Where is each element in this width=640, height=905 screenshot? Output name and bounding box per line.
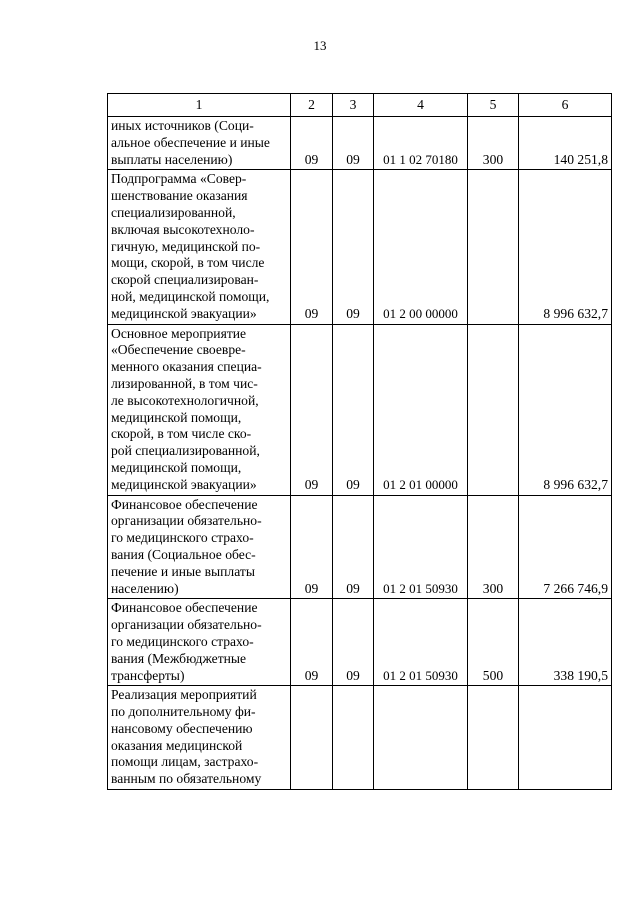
cell-section: 09 [333, 324, 374, 495]
cell-name-line: вания (Социальное обес- [111, 546, 256, 562]
cell-name-line: медицинской помощи, [111, 409, 242, 425]
cell-name [108, 686, 291, 790]
cell-name-line: шенствование оказания [111, 188, 248, 204]
cell-name [108, 495, 291, 599]
table-row [108, 599, 612, 686]
cell-section: 09 [333, 117, 374, 170]
cell-name-line: вания (Межбюджетные [111, 650, 247, 666]
cell-name-line: ле высокотехнологичной, [111, 392, 259, 408]
cell-type [468, 324, 519, 495]
cell-amount: 8 996 632,7 [519, 324, 612, 495]
header-row [108, 94, 612, 117]
cell-name [108, 324, 291, 495]
cell-name-line: Финансовое обеспечение [111, 496, 258, 512]
cell-name-line: медицинской эвакуации» [111, 305, 257, 321]
cell-name [108, 599, 291, 686]
cell-name [108, 117, 291, 170]
table-row [108, 495, 612, 599]
cell-type [468, 686, 519, 790]
cell-name [108, 170, 291, 324]
cell-name-line: гичную, медицинской по- [111, 238, 261, 254]
cell-amount: 7 266 746,9 [519, 495, 612, 599]
cell-name-line: ной, медицинской помощи, [111, 288, 270, 304]
cell-name-line: трансферты) [111, 667, 185, 683]
cell-name-line: медицинской помощи, [111, 459, 242, 475]
cell-name-line: ванным по обязательному [111, 771, 262, 787]
table-row [108, 117, 612, 170]
cell-name-line: организации обязательно- [111, 513, 262, 529]
cell-section: 09 [333, 495, 374, 599]
header-cell-code: 4 [374, 94, 468, 117]
cell-ministry: 09 [291, 170, 333, 324]
budget-table [107, 93, 612, 790]
table-row [108, 170, 612, 324]
cell-name-line: лизированной, в том чис- [111, 375, 258, 391]
cell-type: 300 [468, 495, 519, 599]
header-cell-amount: 6 [519, 94, 612, 117]
cell-name-line: населению) [111, 580, 179, 596]
cell-name-line: го медицинского страхо- [111, 633, 254, 649]
cell-name-line: печение и иные выплаты [111, 563, 255, 579]
cell-type: 300 [468, 117, 519, 170]
cell-ministry: 09 [291, 117, 333, 170]
cell-section: 09 [333, 599, 374, 686]
cell-code: 01 2 01 50930 [374, 599, 468, 686]
budget-table-body [108, 94, 612, 790]
table-row [108, 324, 612, 495]
cell-name-line: по дополнительному фи- [111, 704, 256, 720]
cell-amount [519, 686, 612, 790]
cell-code: 01 2 01 00000 [374, 324, 468, 495]
cell-name-line: альное обеспечение и иные [111, 134, 270, 150]
cell-type [468, 170, 519, 324]
header-cell-name: 1 [108, 94, 291, 117]
cell-amount: 338 190,5 [519, 599, 612, 686]
cell-name-line: организации обязательно- [111, 617, 262, 633]
cell-type: 500 [468, 599, 519, 686]
cell-code: 01 2 00 00000 [374, 170, 468, 324]
cell-name-line: иных источников (Соци- [111, 118, 254, 133]
header-cell-ministry: 2 [291, 94, 333, 117]
cell-amount: 140 251,8 [519, 117, 612, 170]
cell-name-line: менного оказания специа- [111, 359, 262, 375]
cell-ministry: 09 [291, 495, 333, 599]
cell-name-line: скорой специализирован- [111, 272, 259, 288]
cell-ministry: 09 [291, 324, 333, 495]
cell-name-line: рой специализированной, [111, 443, 260, 459]
cell-name-line: Основное мероприятие [111, 325, 247, 341]
cell-amount: 8 996 632,7 [519, 170, 612, 324]
header-cell-type: 5 [468, 94, 519, 117]
cell-name-line: включая высокотехноло- [111, 221, 255, 237]
cell-section: 09 [333, 170, 374, 324]
cell-name-line: Подпрограмма «Совер- [111, 171, 247, 187]
cell-name-line: помощи лицам, застрахо- [111, 754, 259, 770]
cell-code [374, 686, 468, 790]
cell-name-line: Финансовое обеспечение [111, 600, 258, 616]
cell-name-line: «Обеспечение своевре- [111, 342, 246, 358]
header-cell-section: 3 [333, 94, 374, 117]
cell-name-line: мощи, скорой, в том числе [111, 255, 265, 271]
cell-name-line: Реализация мероприятий [111, 687, 257, 703]
cell-name-line: нансовому обеспечению [111, 720, 253, 736]
cell-name-line: выплаты населению) [111, 151, 233, 167]
cell-code: 01 1 02 70180 [374, 117, 468, 170]
cell-ministry: 09 [291, 599, 333, 686]
cell-name-line: специализированной, [111, 204, 236, 220]
cell-ministry [291, 686, 333, 790]
page-number: 13 [313, 38, 327, 53]
cell-name-line: оказания медицинской [111, 737, 243, 753]
cell-name-line: медицинской эвакуации» [111, 476, 257, 492]
cell-section [333, 686, 374, 790]
table-row [108, 686, 612, 790]
cell-name-line: го медицинского страхо- [111, 530, 254, 546]
cell-name-line: скорой, в том числе ско- [111, 426, 252, 442]
cell-code: 01 2 01 50930 [374, 495, 468, 599]
